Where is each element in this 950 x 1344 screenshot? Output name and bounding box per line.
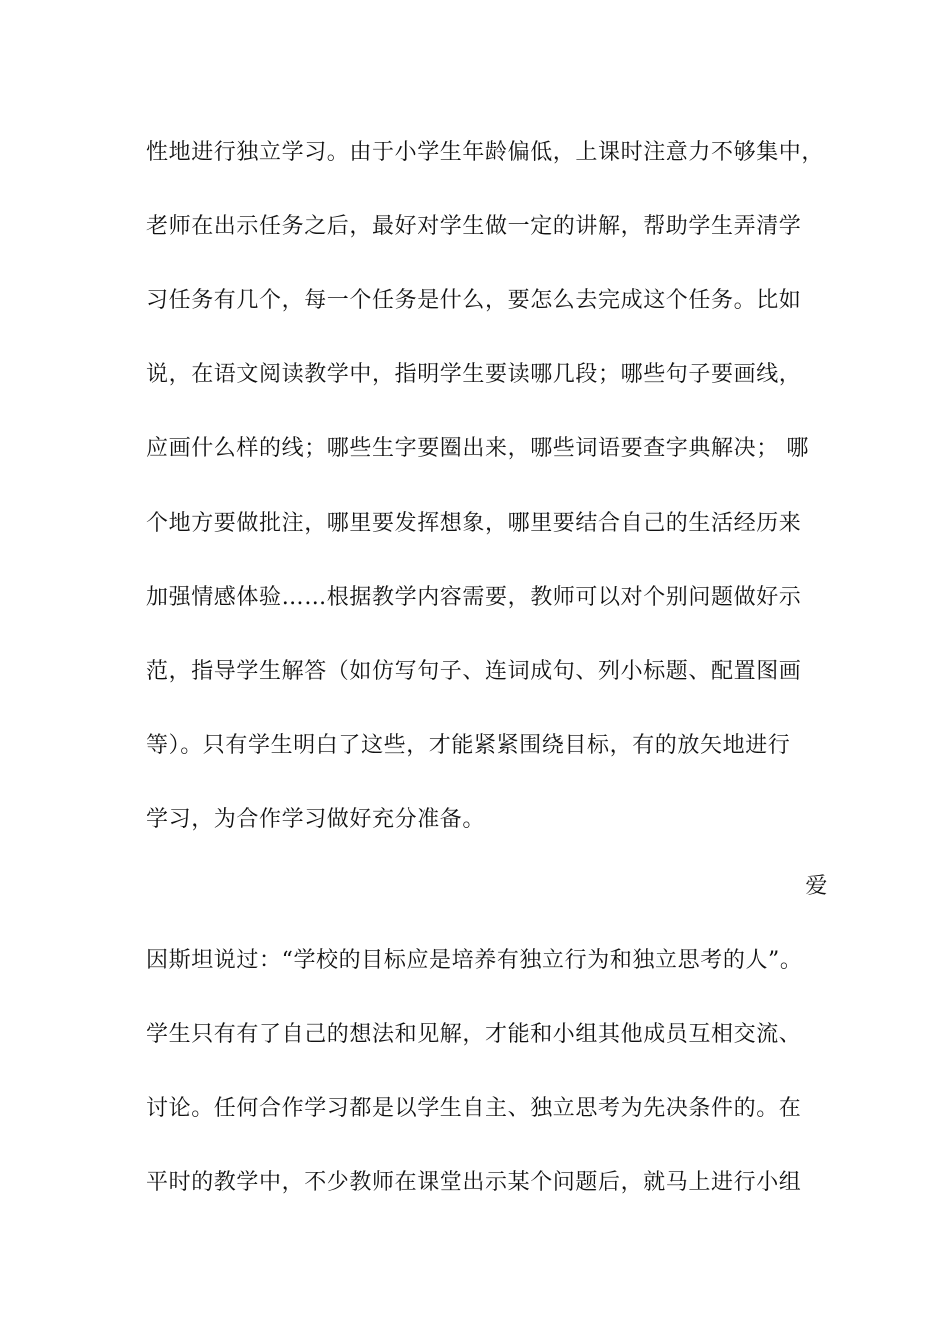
text-line-10: 学习，为合作学习做好充分准备。 — [146, 807, 486, 832]
text-line-1: 性地进行独立学习。由于小学生年龄偏低，上课时注意力不够集中， — [146, 140, 825, 165]
text-line-14: 讨论。任何合作学习都是以学生自主、独立思考为先决条件的。在 — [146, 1096, 802, 1121]
text-line-13: 学生只有有了自己的想法和见解，才能和小组其他成员互相交流、 — [146, 1022, 802, 1047]
text-line-2: 老师在出示任务之后，最好对学生做一定的讲解，帮助学生弄清学 — [146, 214, 802, 239]
text-line-8: 范，指导学生解答（如仿写句子、连词成句、列小标题、配置图画 — [146, 659, 802, 684]
text-line-5: 应画什么样的线；哪些生字要圈出来，哪些词语要查字典解决； 哪 — [146, 436, 809, 461]
text-line-6: 个地方要做批注，哪里要发挥想象，哪里要结合自己的生活经历来 — [146, 511, 802, 536]
text-line-7: 加强情感体验……根据教学内容需要，教师可以对个别问题做好示 — [146, 585, 802, 610]
text-line-15: 平时的教学中，不少教师在课堂出示某个问题后，就马上进行小组 — [146, 1170, 802, 1195]
text-line-11: 爱 — [805, 874, 828, 899]
text-line-4: 说，在语文阅读教学中，指明学生要读哪几段；哪些句子要画线， — [146, 362, 802, 387]
text-line-9: 等）。只有学生明白了这些，才能紧紧围绕目标，有的放矢地进行 — [146, 733, 791, 758]
text-line-3: 习任务有几个，每一个任务是什么，要怎么去完成这个任务。比如 — [146, 288, 802, 313]
text-line-12: 因斯坦说过：“学校的目标应是培养有独立行为和独立思考的人”。 — [146, 948, 803, 973]
